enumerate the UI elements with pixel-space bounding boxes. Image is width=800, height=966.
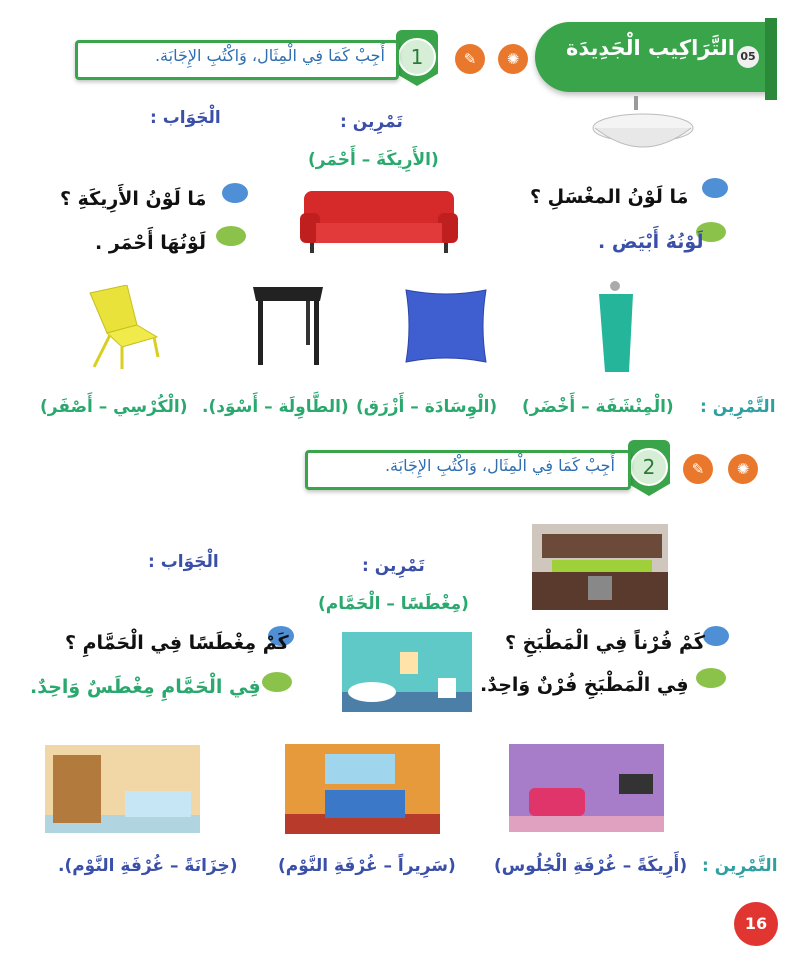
chair-image bbox=[82, 285, 162, 370]
question-right: مَا لَوْنُ المغْسَلِ ؟ bbox=[530, 186, 689, 208]
exercise-words: (مِغْطَسًا – الْحَمَّام) bbox=[318, 594, 469, 614]
answer-left: فِي الْحَمَّامِ مِغْطَسٌ وَاحِدٌ. bbox=[30, 676, 261, 698]
instruction-text: أَجِبْ كَمَا فِي الْمِثَال، وَاكْتُبِ الإِجَابَة. bbox=[384, 456, 615, 475]
exercise-number: 2 bbox=[630, 448, 668, 486]
exercise-words: (الأَرِيكَةَ – أَحْمَر) bbox=[308, 150, 439, 170]
pillow-image bbox=[402, 286, 490, 366]
question-left: مَا لَوْنُ الأَرِيكَةِ ؟ bbox=[60, 188, 207, 210]
bathroom-image bbox=[342, 632, 472, 712]
question-bubble-icon bbox=[703, 626, 729, 646]
table-image bbox=[248, 283, 328, 368]
question-bubble-icon bbox=[702, 178, 728, 198]
question-right: كَمْ فُرْناً فِي الْمَطْبَخِ ؟ bbox=[505, 632, 705, 654]
practice-label: التَّمْرِين : bbox=[702, 856, 778, 876]
answer-label: الْجَوَاب : bbox=[150, 108, 221, 128]
lesson-number-badge: 05 bbox=[737, 46, 759, 68]
instruction-text: أَجِبْ كَمَا فِي الْمِثَال، وَاكْتُبِ الإِجَابَة. bbox=[154, 46, 385, 65]
exercise-label: تَمْرِين : bbox=[362, 556, 425, 576]
practice-label: التَّمْرِين : bbox=[700, 397, 776, 417]
living-room-image bbox=[509, 744, 664, 832]
bedroom-image bbox=[285, 744, 440, 834]
practice-item: (الطَّاوِلَة – أَسْوَد). bbox=[202, 397, 349, 417]
lesson-title: التَّرَاكِيب الْجَدِيدَة bbox=[565, 36, 735, 60]
answer-bubble-icon bbox=[696, 668, 726, 688]
towel-image bbox=[595, 280, 639, 376]
sofa-image bbox=[300, 183, 458, 255]
page-number: 16 bbox=[734, 902, 778, 946]
lightbulb-icon: ✺ bbox=[498, 44, 528, 74]
practice-item: (الْكُرْسِي – أَصْفَر) bbox=[40, 397, 188, 417]
pencil-icon: ✎ bbox=[683, 454, 713, 484]
sink-image bbox=[590, 96, 696, 156]
practice-item: (خِزَانَةً – غُرْفَةِ النَّوْم). bbox=[58, 856, 238, 876]
practice-item: (أَرِيكَةً – غُرْفَةِ الْجُلُوس) bbox=[494, 856, 688, 876]
bedroom-wardrobe-image bbox=[45, 745, 200, 833]
practice-item: (الْوِسَادَة – أَزْرَق) bbox=[356, 397, 498, 417]
answer-right: فِي الْمَطْبَخِ فُرْنٌ وَاحِدٌ. bbox=[480, 674, 689, 696]
practice-item: (سَرِيراً – غُرْفَةِ النَّوْم) bbox=[278, 856, 456, 876]
practice-item: (الْمِنْشَفَة – أَخْضَر) bbox=[522, 397, 674, 417]
exercise-label: تَمْرِين : bbox=[340, 112, 403, 132]
answer-bubble-icon bbox=[216, 226, 246, 246]
answer-label: الْجَوَاب : bbox=[148, 552, 219, 572]
answer-bubble-icon bbox=[262, 672, 292, 692]
kitchen-image bbox=[532, 524, 668, 610]
exercise-number: 1 bbox=[398, 38, 436, 76]
ribbon-tail bbox=[765, 18, 777, 100]
lightbulb-icon: ✺ bbox=[728, 454, 758, 484]
question-left: كَمْ مِغْطَسًا فِي الْحَمَّامِ ؟ bbox=[65, 632, 289, 654]
question-bubble-icon bbox=[222, 183, 248, 203]
answer-left: لَوْنُهَا أَحْمَر . bbox=[95, 232, 207, 254]
answer-right: لَوْنُهُ أَبْيَض . bbox=[598, 231, 704, 253]
pencil-icon: ✎ bbox=[455, 44, 485, 74]
